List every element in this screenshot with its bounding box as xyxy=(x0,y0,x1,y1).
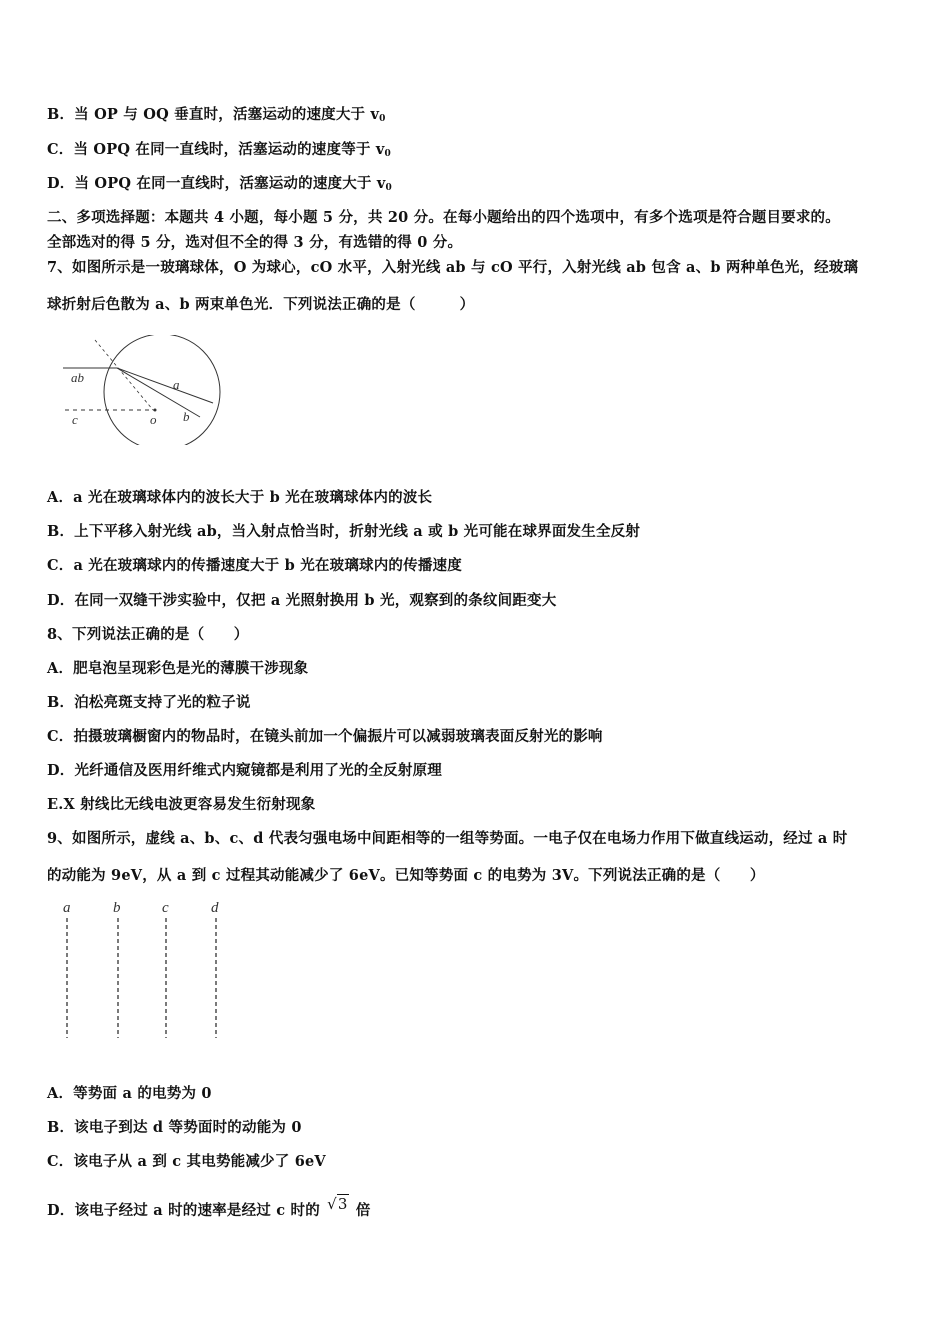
q7-option-b: B．上下平移入射光线 ab，当入射点恰当时，折射光线 a 或 b 光可能在球界面发生全反射 xyxy=(47,523,641,540)
glass-sphere-circle xyxy=(104,335,220,445)
section-heading-line2: 全部选对的得 5 分，选对但不全的得 3 分，有选错的得 0 分。 xyxy=(47,234,463,251)
label-plane-b: b xyxy=(113,900,121,916)
label-plane-a: a xyxy=(63,900,71,916)
q8-option-c: C．拍摄玻璃橱窗内的物品时，在镜头前加一个偏振片可以减弱玻璃表面反射光的影响 xyxy=(47,728,603,745)
q7-option-d: D．在同一双缝干涉实验中，仅把 a 光照射换用 b 光，观察到的条纹间距变大 xyxy=(47,592,557,609)
label-b: b xyxy=(183,409,190,424)
q9-option-b: B．该电子到达 d 等势面时的动能为 0 xyxy=(47,1119,302,1136)
label-plane-c: c xyxy=(162,900,169,916)
q7-option-a: A．a 光在玻璃球体内的波长大于 b 光在玻璃球体内的波长 xyxy=(47,489,433,506)
label-c: c xyxy=(72,412,78,427)
q8-option-a: A．肥皂泡呈现彩色是光的薄膜干涉现象 xyxy=(47,660,309,677)
q6-option-c: C．当 OPQ 在同一直线时，活塞运动的速度等于 v0 xyxy=(47,141,391,159)
q8-stem: 8、下列说法正确的是（ ） xyxy=(47,626,249,643)
q9-stem-line2: 的动能为 9eV，从 a 到 c 过程其动能减少了 6eV。已知等势面 c 的电势为 3V。下列说法正确的是（ ） xyxy=(47,867,765,884)
q6-option-d: D．当 OPQ 在同一直线时，活塞运动的速度大于 v0 xyxy=(47,175,392,193)
q9-option-c: C．该电子从 a 到 c 其电势能减少了 6eV xyxy=(47,1153,326,1170)
q8-option-e: E.X 射线比无线电波更容易发生衍射现象 xyxy=(47,796,316,813)
refracted-ray-a xyxy=(117,368,213,403)
sqrt-three: √3 xyxy=(327,1195,348,1213)
q8-option-d: D．光纤通信及医用纤维式内窥镜都是利用了光的全反射原理 xyxy=(47,762,442,779)
q7-stem-line2: 球折射后色散为 a、b 两束单色光．下列说法正确的是（ ） xyxy=(47,296,475,313)
label-plane-d: d xyxy=(211,900,219,916)
label-ab: ab xyxy=(71,370,84,385)
label-o: o xyxy=(150,412,157,427)
q9-stem-line1: 9、如图所示，虚线 a、b、c、d 代表匀强电场中间距相等的一组等势面。一电子仅在电场力作用下做直线运动，经过 a 时 xyxy=(47,830,848,847)
q8-option-b: B．泊松亮斑支持了光的粒子说 xyxy=(47,694,251,711)
q9-equipotential-figure xyxy=(55,898,235,1043)
label-a: a xyxy=(173,377,180,392)
normal-line xyxy=(95,340,153,410)
section-heading-line1: 二、多项选择题：本题共 4 小题，每小题 5 分，共 20 分。在每小题给出的四个选项中，有多个选项是符合题目要求的。 xyxy=(47,209,840,226)
q7-stem-line1: 7、如图所示是一玻璃球体，O 为球心，cO 水平，入射光线 ab 与 cO 平行，入射光线 ab 包含 a、b 两种单色光，经玻璃 xyxy=(47,259,859,276)
q6-option-b: B．当 OP 与 OQ 垂直时，活塞运动的速度大于 v0 xyxy=(47,106,386,124)
q7-option-c: C．a 光在玻璃球内的传播速度大于 b 光在玻璃球内的传播速度 xyxy=(47,557,462,574)
q9-option-d: D．该电子经过 a 时的速率是经过 c 时的 √3 倍 xyxy=(47,1195,371,1219)
q9-option-a: A．等势面 a 的电势为 0 xyxy=(47,1085,212,1102)
q7-glass-sphere-figure xyxy=(55,335,230,445)
